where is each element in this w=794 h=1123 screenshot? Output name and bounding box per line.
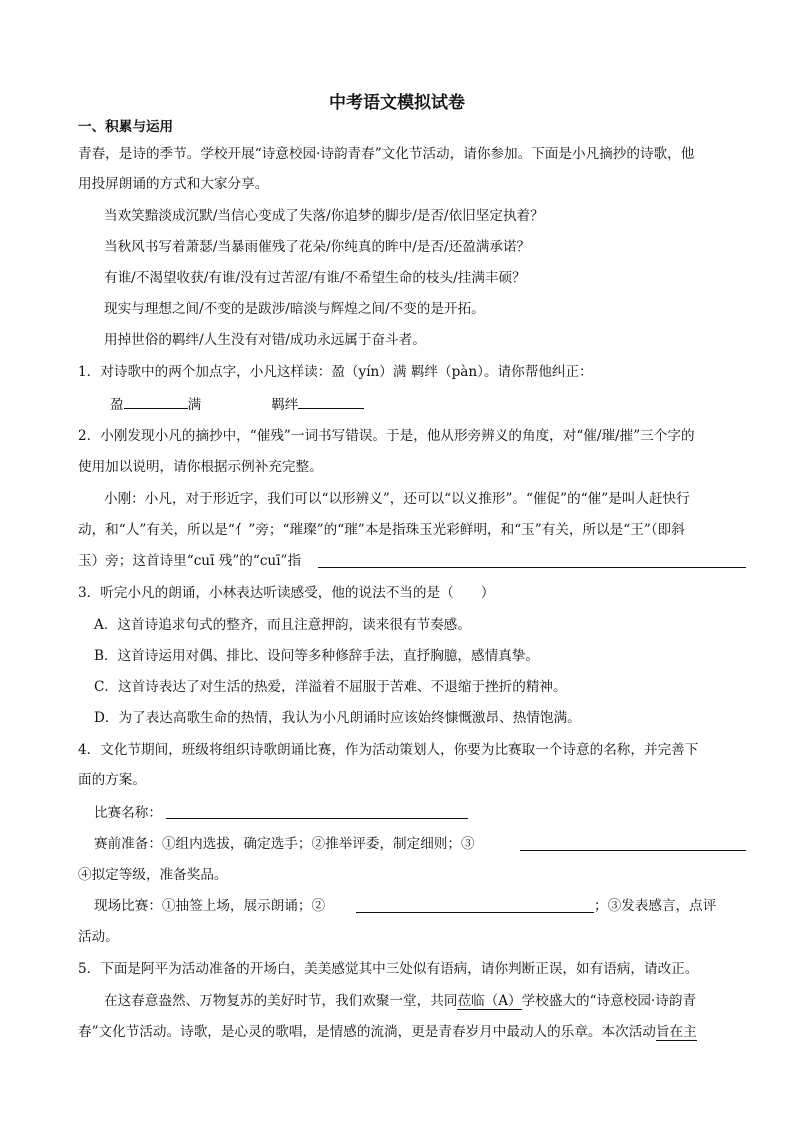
prep-line-2: ④拟定等级，准备奖品。 [78,867,228,883]
question-3-option-c[interactable]: C．这首诗表达了对生活的热爱，洋溢着不屈服于苦难、不退缩于挫折的精神。 [94,679,567,695]
question-1-answers [110,394,778,415]
poem-line-2: 当秋风书写着萧瑟/当暴雨催残了花朵/你纯真的眸中/是否/还盈满承诺？ [104,239,531,255]
live-blank[interactable] [356,912,594,913]
question-5-stem: 5．下面是阿平为活动准备的开场白，美美感觉其中三处似有语病，请你判断正误，如有语病，请改正。 [78,961,699,977]
para-2-text-a: 春”文化节活动。诗歌，是心灵的歌唱，是情感的流淌，更是青春岁月中最动人的乐章。本次活动 [78,1024,656,1040]
intro-line-2: 用投屏朗诵的方式和大家分享。 [78,176,269,192]
question-3-option-b[interactable]: B．这首诗运用对偶、排比、设问等多种修辞手法，直抒胸臆，感情真挚。 [94,648,539,664]
section-heading: 一、积累与运用 [78,119,174,135]
poem-line-1: 当欢笑黯淡成沉默/当信心变成了失落/你追梦的脚步/是否/依旧坚定执着？ [104,208,544,224]
question-2-line-5: 玉）旁；这首诗里“cuī 残”的“cuī”指 [78,553,302,569]
answer-b-label: 羁绊 [271,397,299,413]
page-title: 中考语文模拟试卷 [329,93,465,113]
question-5-para-1 [104,991,746,1011]
poem-line-5: 用掉世俗的羁绊/人生没有对错/成功永远属于奋斗者。 [104,332,426,348]
question-2-line-1: 2．小刚发现小凡的摘抄中，“催残”一词书写错误。于是，他从形旁辨义的角度，对“催/璀/摧”三个字的 [78,428,695,444]
question-1: 1．对诗歌中的两个加点字，小凡这样读：盈（yín）满 羁绊（pàn）。请你帮他纠正： [78,364,593,380]
question-2-line-2: 使用加以说明，请你根据示例补充完整。 [78,459,323,475]
para-1-text-a: 在这春意盎然、万物复苏的美好时节，我们欢聚一堂，共同 [104,993,458,1009]
answer-a-blank[interactable] [124,394,188,409]
question-3-stem: 3．听完小凡的朗诵，小林表达听读感受，他的说法不当的是（ ） [78,585,495,601]
question-2-line-3: 小刚：小凡，对于形近字，我们可以“以形辨义”，还可以“以义推形”。“催促”的“催”是叫人赶快行 [104,491,690,507]
question-3-option-d[interactable]: D．为了表达高歌生命的热情，我认为小凡朗诵时应该始终慷慨激昂、热情饱满。 [94,710,581,726]
question-2-blank[interactable] [318,567,746,568]
live-line: 现场比赛：①抽签上场，展示朗诵；② [94,898,326,914]
poem-line-3: 有谁/不渴望收获/有谁/没有过苦涩/有谁/不希望生命的枝头/挂满丰硕？ [104,270,526,286]
question-3-option-a[interactable]: A．这首诗追求句式的整齐，而且注意押韵，读来很有节奏感。 [94,617,471,633]
answer-a-label: 盈 [110,397,124,413]
para-1-text-b: 学校盛大的“诗意校园·诗韵青 [521,993,697,1009]
contest-name-label: 比赛名称： [94,805,162,821]
answer-b-blank[interactable] [298,394,364,409]
question-4-line-2: 面的方案。 [78,772,146,788]
question-4-line-1: 4．文化节期间，班级将组织诗歌朗诵比赛，作为活动策划人，你要为比赛取一个诗意的名称，并完善下 [78,742,699,758]
contest-name-blank[interactable] [166,818,468,819]
question-5-para-2 [78,1022,746,1042]
prep-line: 赛前准备：①组内选拔，确定选手；②推举评委，制定细则；③ [94,836,475,852]
poem-line-4: 现实与理想之间/不变的是跋涉/暗淡与辉煌之间/不变的是开拓。 [104,301,485,317]
underlined-phrase-a: 莅临（A） [457,993,522,1009]
question-2-line-4: 动，和“人”有关，所以是“亻”旁；“璀璨”的“璀”本是指珠玉光彩鲜明，和“玉”有关，所以是“王”（即斜 [78,522,685,538]
answer-a-suffix: 满 [187,397,202,413]
live-line-end: ；③发表感言，点评 [594,898,717,914]
prep-blank[interactable] [520,850,746,851]
live-line-2: 活动。 [78,929,119,945]
underlined-phrase-b: 旨在主 [655,1024,697,1040]
intro-line-1: 青春，是诗的季节。学校开展“诗意校园·诗韵青春”文化节活动，请你参加。下面是小凡摘抄的诗歌，他 [78,146,695,162]
